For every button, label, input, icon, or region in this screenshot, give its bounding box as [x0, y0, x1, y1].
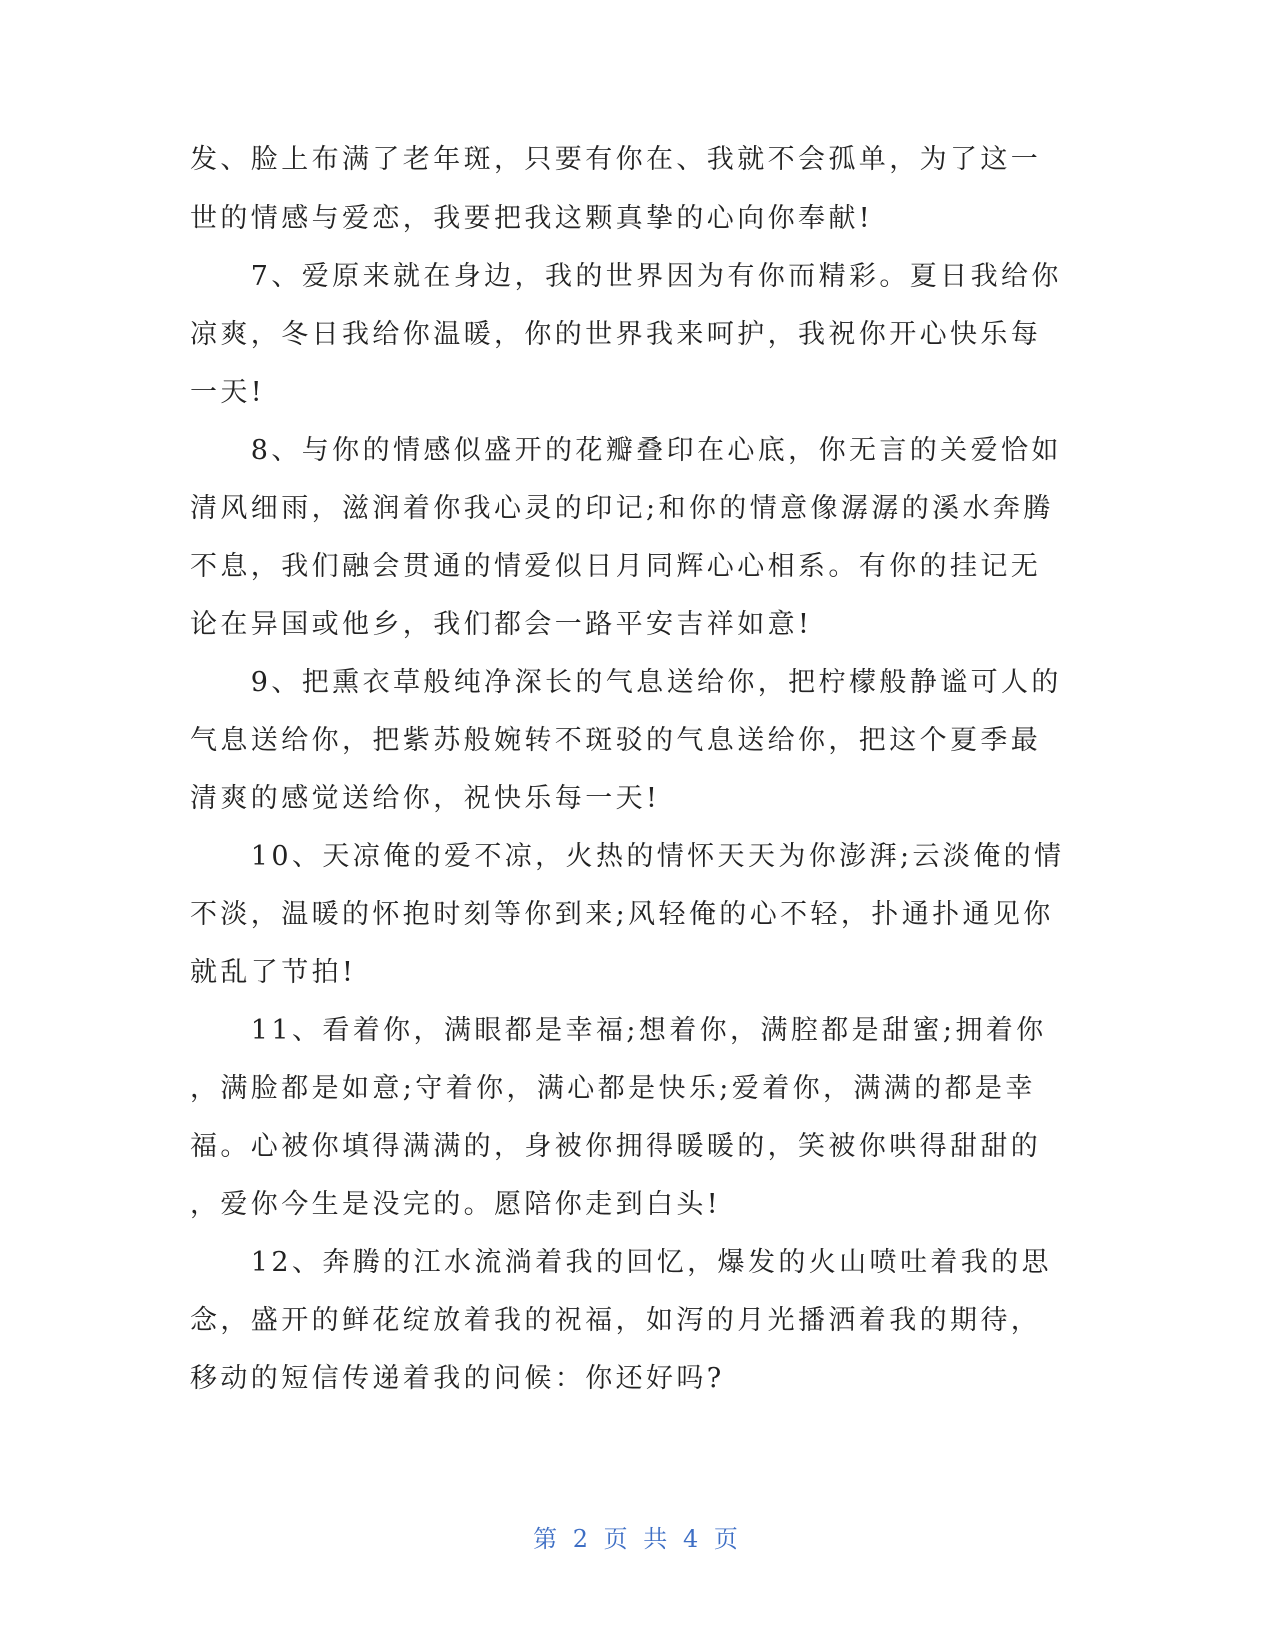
text-line: 念，盛开的鲜花绽放着我的祝福，如泻的月光播洒着我的期待，	[190, 1305, 1042, 1336]
text-line: 一天!	[190, 377, 266, 408]
text-line: 不淡，温暖的怀抱时刻等你到来;风轻俺的心不轻，扑通扑通见你	[190, 899, 1054, 930]
text-line: ，满脸都是如意;守着你，满心都是快乐;爱着你，满满的都是幸	[190, 1073, 1036, 1104]
text-line: 论在异国或他乡，我们都会一路平安吉祥如意!	[190, 609, 813, 640]
text-line: 福。心被你填得满满的，身被你拥得暖暖的，笑被你哄得甜甜的	[190, 1131, 1042, 1162]
text-line: 不息，我们融会贯通的情爱似日月同辉心心相系。有你的挂记无	[190, 551, 1042, 582]
text-line: 清爽的感觉送给你，祝快乐每一天!	[190, 783, 661, 814]
text-line: 11、看着你，满眼都是幸福;想着你，满腔都是甜蜜;拥着你	[190, 1015, 1047, 1046]
text-line: 发、脸上布满了老年斑，只要有你在、我就不会孤单，为了这一	[190, 144, 1042, 175]
text-line: 8、与你的情感似盛开的花瓣叠印在心底，你无言的关爱恰如	[190, 435, 1062, 466]
text-line: 10、天凉俺的爱不凉，火热的情怀天天为你澎湃;云淡俺的情	[190, 841, 1065, 872]
text-line: 清风细雨，滋润着你我心灵的印记;和你的情意像潺潺的溪水奔腾	[190, 493, 1054, 524]
text-line: 气息送给你，把紫苏般婉转不斑驳的气息送给你，把这个夏季最	[190, 725, 1042, 756]
text-line: ，爱你今生是没完的。愿陪你走到白头!	[190, 1189, 722, 1220]
text-line: 7、爱原来就在身边，我的世界因为有你而精彩。夏日我给你	[190, 261, 1062, 292]
text-line: 9、把熏衣草般纯净深长的气息送给你，把柠檬般静谧可人的	[190, 667, 1062, 698]
text-line: 凉爽，冬日我给你温暖，你的世界我来呵护，我祝你开心快乐每	[190, 319, 1042, 350]
text-line: 12、奔腾的江水流淌着我的回忆，爆发的火山喷吐着我的思	[190, 1247, 1052, 1278]
text-line: 世的情感与爱恋，我要把我这颗真挚的心向你奉献!	[190, 203, 874, 234]
text-line: 移动的短信传递着我的问候：你还好吗?	[190, 1363, 725, 1394]
page-number-footer: 第 2 页 共 4 页	[533, 1525, 742, 1553]
text-line: 就乱了节拍!	[190, 957, 357, 988]
